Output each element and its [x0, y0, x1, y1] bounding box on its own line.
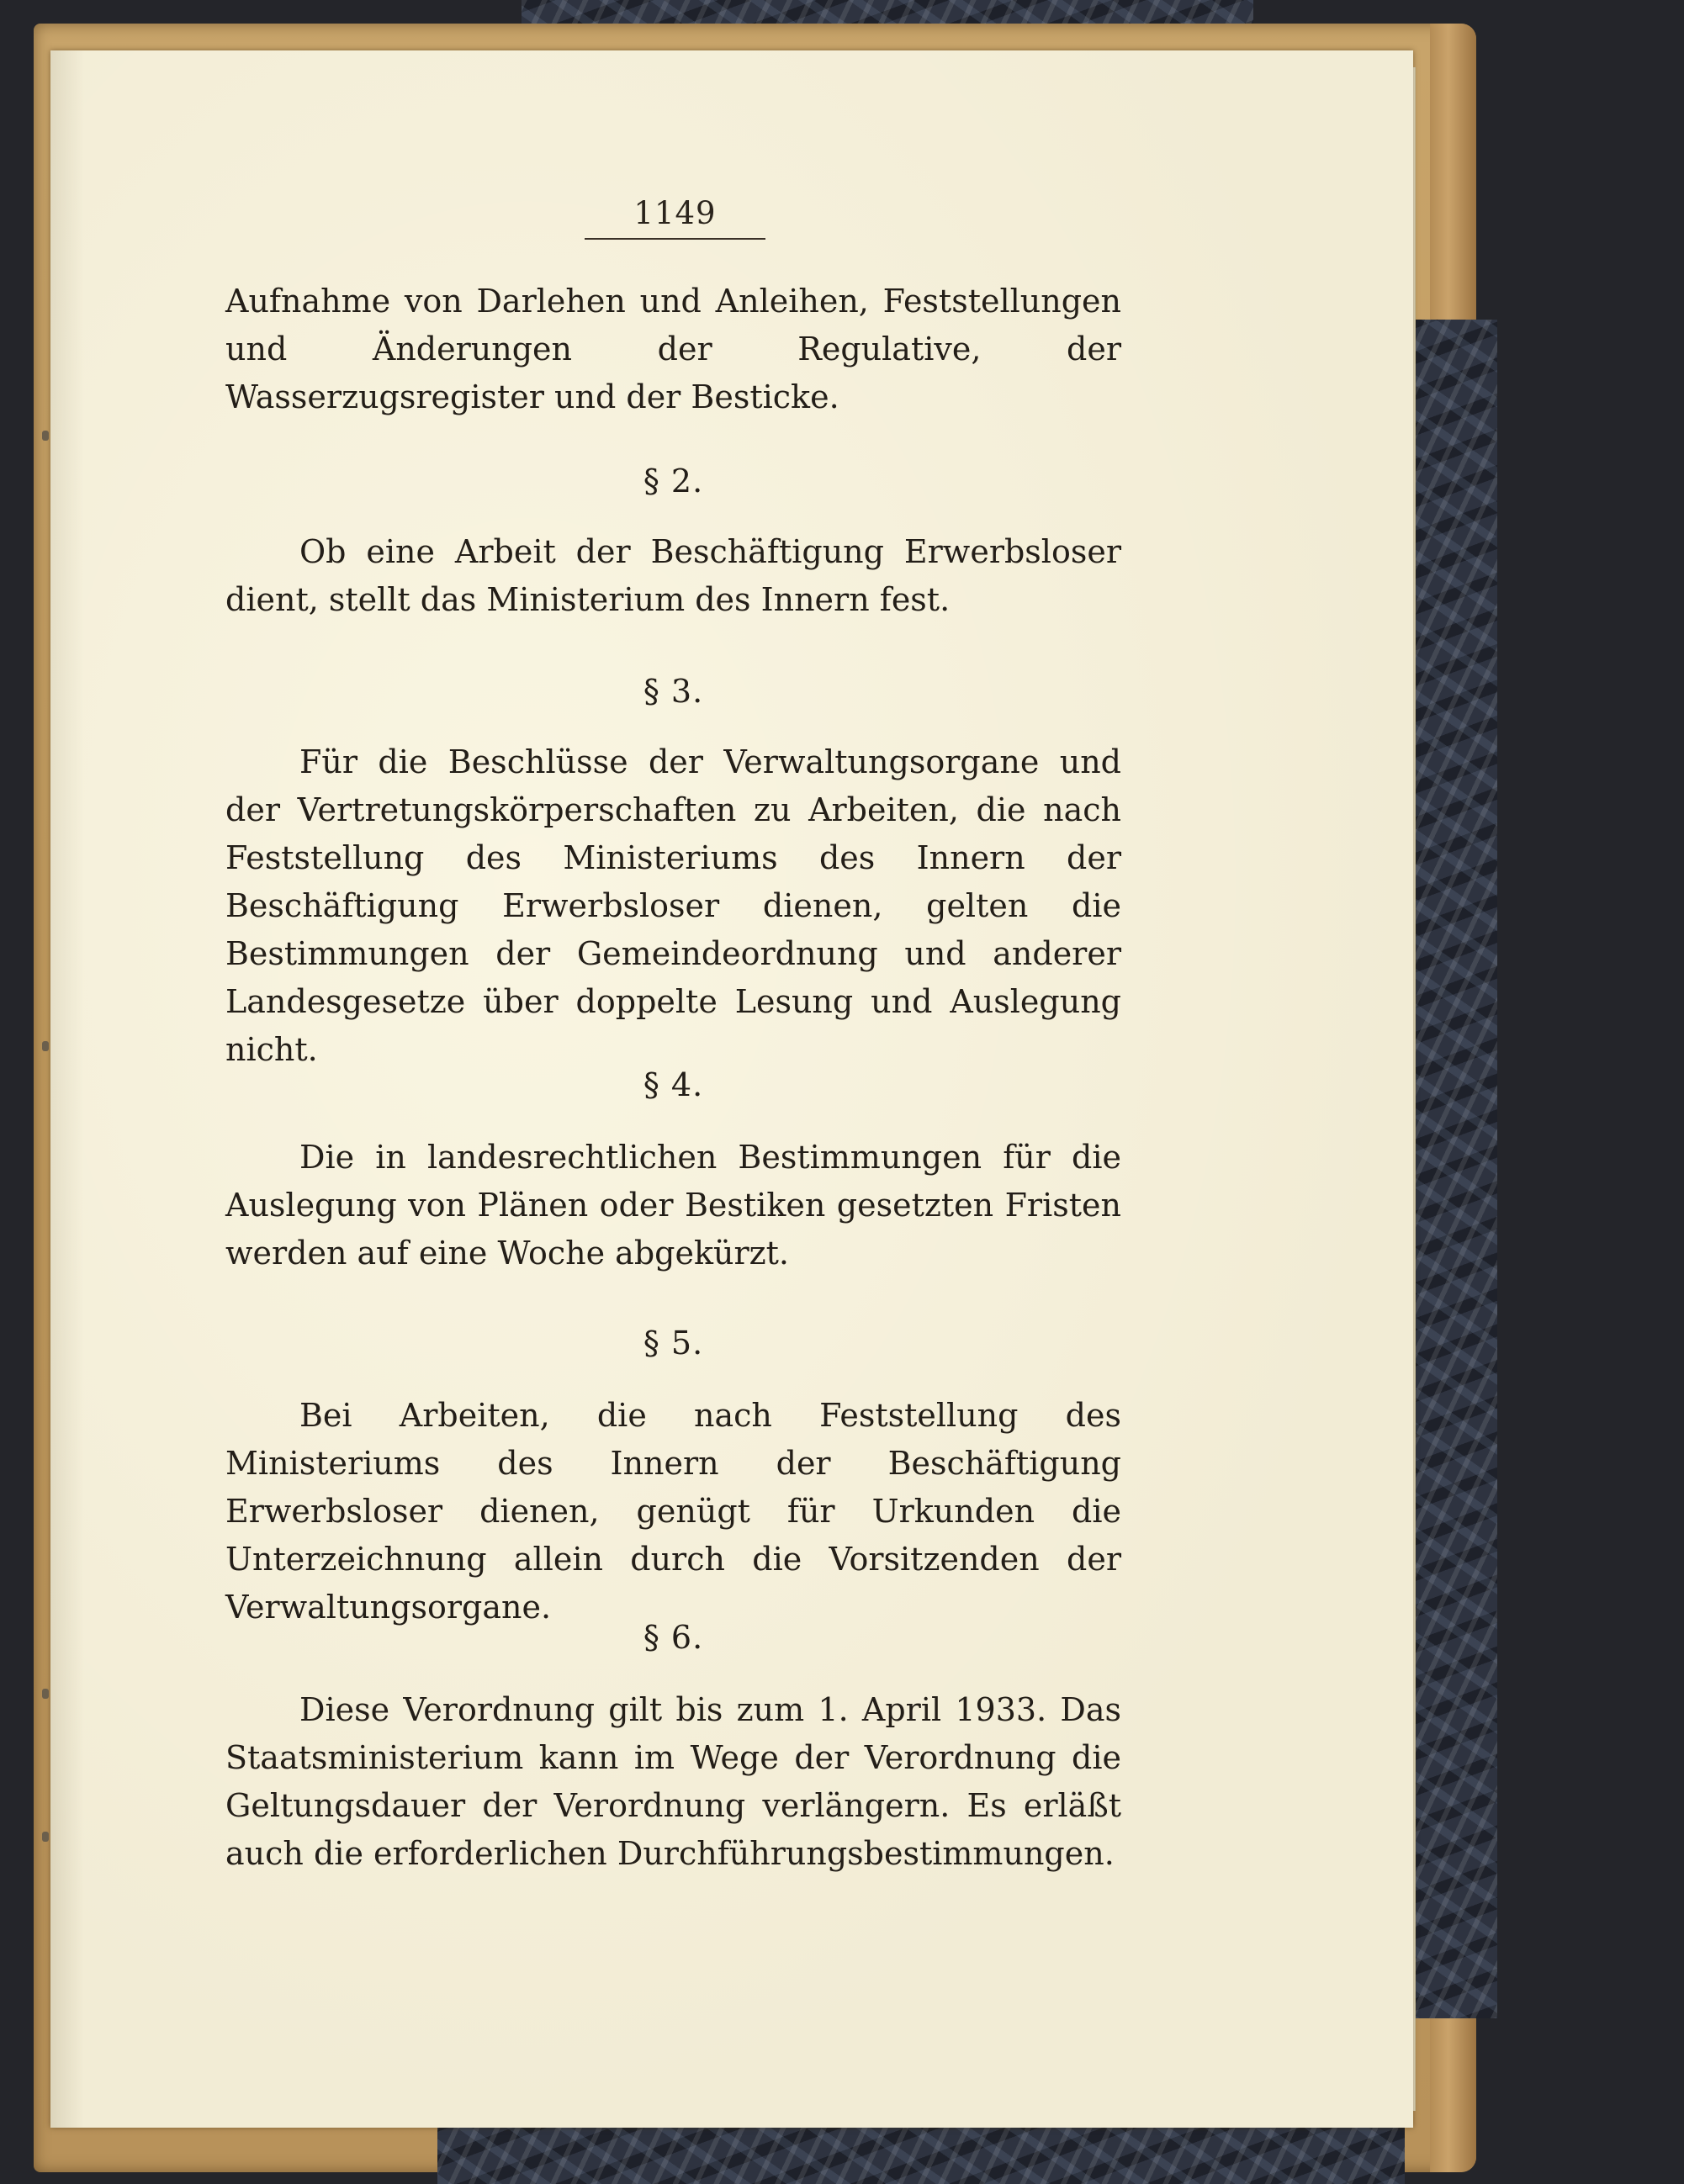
section-heading-3: § 3.: [643, 673, 704, 710]
binding-mark: [42, 1041, 49, 1051]
section-text-5: Bei Arbeiten, die nach Feststellung des Ministeriums des Innern der Beschäftigung Erwerbsloser dienen, genügt für Urkunden die Unterzeichnung allein durch die Vorsitzenden der Verwaltungsorgane.: [225, 1397, 1121, 1626]
binding-mark: [42, 1689, 49, 1699]
binding-mark: [42, 431, 49, 441]
paragraph-continuation: Aufnahme von Darlehen und Anleihen, Feststellungen und Änderungen der Regulative, der Wasserzugsregister und der Besticke.: [225, 283, 1121, 415]
section-text-4: Die in landesrechtlichen Bestimmungen für die Auslegung von Plänen oder Bestiken gesetzten Fristen werden auf eine Woche abgekürzt.: [225, 1139, 1121, 1272]
page-number-rule: [585, 238, 765, 240]
section-text-3: Für die Beschlüsse der Verwaltungsorgane und der Vertretungskörperschaften zu Arbeiten, die nach Feststellung des Ministeriums des Innern der Beschäftigung Erwerbsloser dienen, gelten die Bestimmungen der Gemeindeordnung und anderer Landesgesetze über doppelte Lesung und Auslegung nicht.: [225, 743, 1121, 1068]
section-text-2: Ob eine Arbeit der Beschäftigung Erwerbsloser dient, stellt das Ministerium des Innern fest.: [225, 533, 1121, 618]
section-text-6: Diese Verordnung gilt bis zum 1. April 1933. Das Staatsministerium kann im Wege der Verordnung die Geltungsdauer der Verordnung verlängern. Es erläßt auch die erforderlichen Durchführungsbestimmungen.: [225, 1691, 1121, 1872]
section-heading-6: § 6.: [643, 1619, 704, 1656]
section-heading-4: § 4.: [643, 1066, 704, 1103]
section-heading-2: § 2.: [643, 463, 704, 500]
marbled-endpaper-right: [1405, 320, 1497, 2018]
page-number: 1149: [633, 195, 717, 231]
marbled-endpaper-bottom: [437, 2119, 1405, 2184]
section-heading-5: § 5.: [643, 1325, 704, 1362]
binding-mark: [42, 1832, 49, 1842]
